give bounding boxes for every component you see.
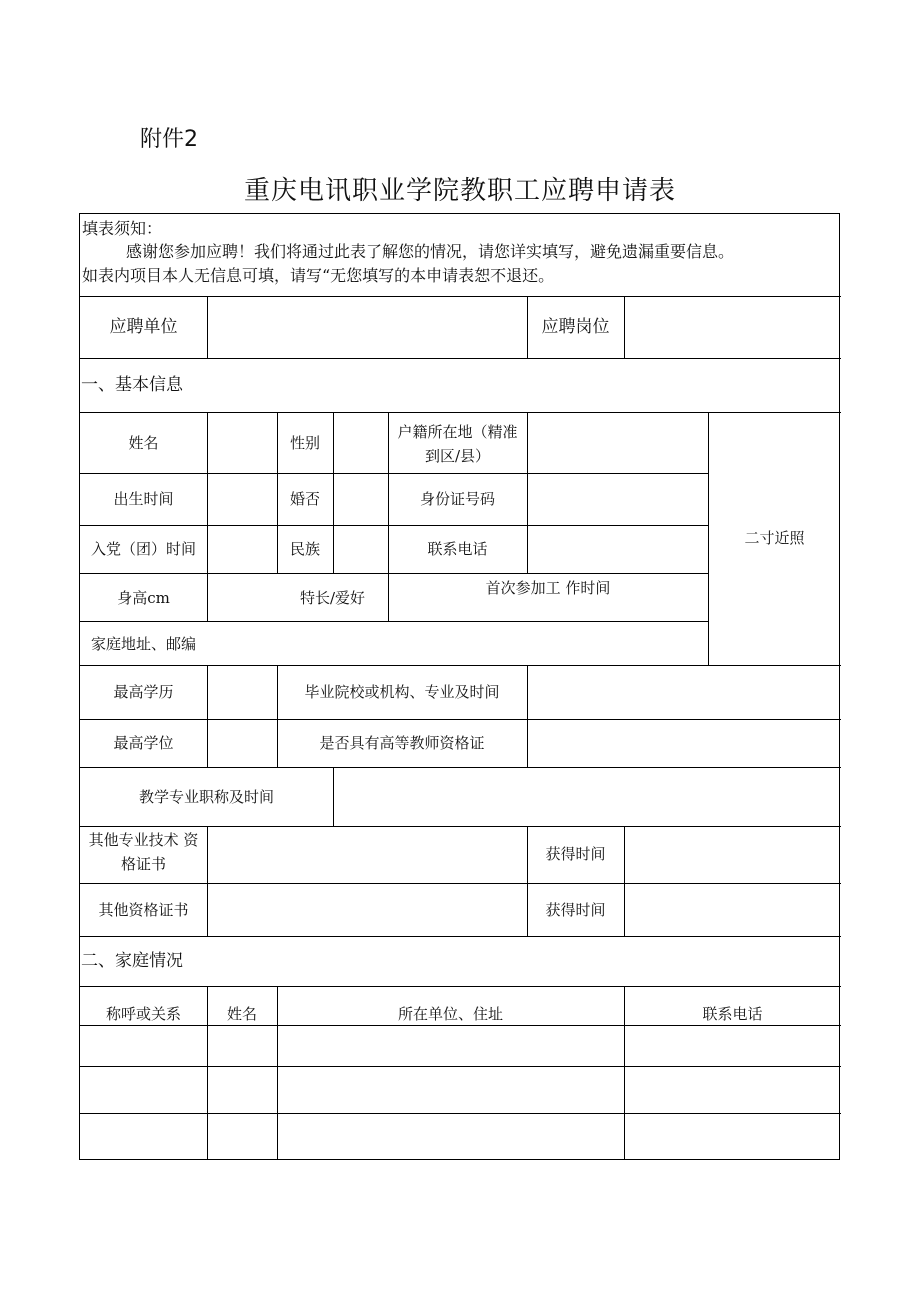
label-first-work-time: 首次参加工 作时间 (485, 579, 611, 597)
label-hukou-line1: 户籍所在地（精准 (397, 423, 518, 441)
photo-box: 二寸近照 (744, 529, 805, 547)
label-other-certificates: 其他资格证书 (98, 901, 189, 919)
label-obtain-time-2: 获得时间 (545, 901, 606, 919)
notice-heading: 填表须知： (82, 219, 163, 238)
label-graduation-info: 毕业院校或机构、专业及时间 (304, 683, 500, 701)
label-gender: 性别 (289, 434, 320, 452)
label-hukou-line2: 到区/县） (424, 447, 491, 465)
label-specialty: 特长/爱好 (299, 589, 366, 607)
application-form-table (79, 213, 840, 1160)
label-ethnicity: 民族 (289, 540, 320, 558)
label-obtain-time-1: 获得时间 (545, 845, 606, 863)
label-home-address: 家庭地址、邮编 (90, 635, 196, 653)
label-birth-time: 出生时间 (113, 490, 174, 508)
col-family-name: 姓名 (226, 1005, 257, 1023)
col-family-phone: 联系电话 (702, 1005, 763, 1023)
col-work-address: 所在单位、住址 (397, 1005, 503, 1023)
notice-line-1: 感谢您参加应聘！我们将通过此表了解您的情况，请您详实填写，避免遗漏重要信息。 (126, 242, 735, 261)
attachment-label: 附件2 (140, 127, 198, 152)
notice-line-2: 如表内项目本人无信息可填，请写“无您填写的本申请表恕不退还。 (82, 266, 555, 285)
label-phone: 联系电话 (427, 540, 488, 558)
section-basic-info: 一、基本信息 (81, 375, 183, 395)
label-height: 身高cm (117, 589, 170, 607)
label-tech-cert-line1: 其他专业技术 资 (88, 831, 199, 849)
input-applied-post[interactable] (625, 296, 840, 358)
label-marital: 婚否 (289, 490, 320, 508)
input-applied-unit[interactable] (208, 296, 527, 358)
label-teacher-certificate: 是否具有高等教师资格证 (319, 734, 485, 752)
col-relation: 称呼或关系 (105, 1005, 181, 1023)
label-highest-education: 最高学历 (113, 683, 174, 701)
label-tech-cert-line2: 格证书 (120, 855, 166, 873)
label-professional-title: 教学专业职称及时间 (138, 788, 274, 806)
form-title: 重庆电讯职业学院教职工应聘申请表 (243, 176, 676, 206)
label-applied-unit: 应聘单位 (109, 317, 178, 337)
label-party-time: 入党（团）时间 (90, 540, 196, 558)
label-highest-degree: 最高学位 (113, 734, 174, 752)
label-applied-post: 应聘岗位 (541, 317, 610, 337)
section-family: 二、家庭情况 (81, 951, 183, 971)
label-id-number: 身份证号码 (419, 490, 495, 508)
label-name: 姓名 (128, 434, 159, 452)
